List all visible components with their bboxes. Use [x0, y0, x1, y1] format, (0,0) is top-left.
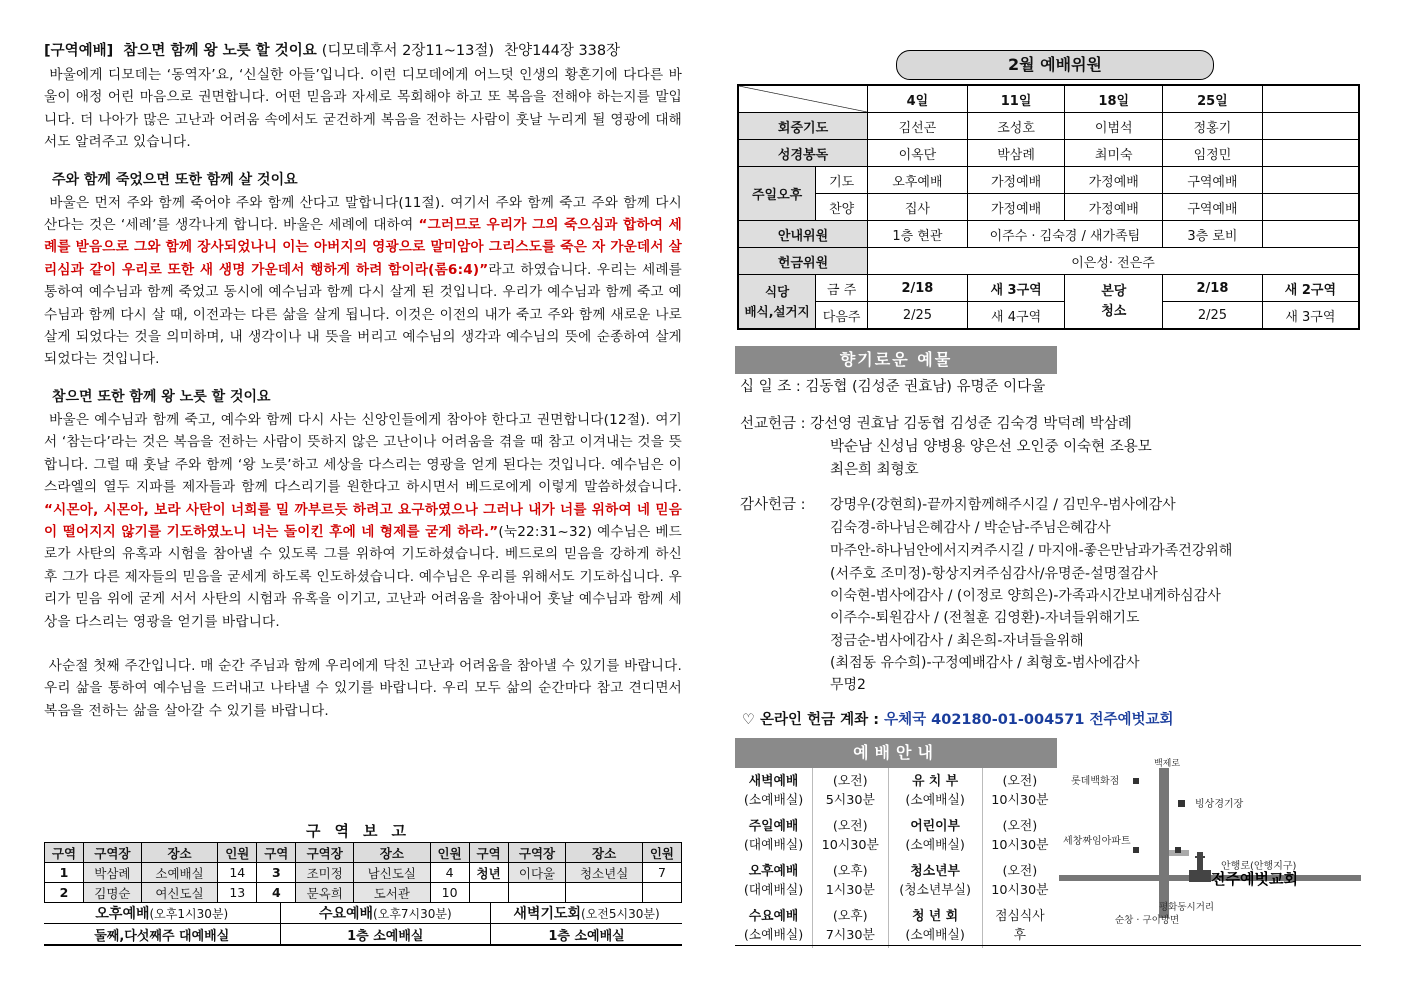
- table-row: [738, 194, 1359, 221]
- table-cell: [469, 883, 508, 903]
- thanks-line: 이주수-퇴원감사 / (전철훈 김영환)-자녀들위해기도: [830, 610, 1140, 626]
- text-span: (오전): [1002, 818, 1038, 834]
- table-cell: 이범석: [1065, 113, 1163, 140]
- text-span: (오후): [832, 908, 868, 924]
- table-cell: 주일오후: [738, 167, 816, 221]
- text-span: 바울은 먼저 주와 함께 죽어야 주와 함께 산다고 말합니다(11절). 여기서 주와 함께 죽고 주와 함께 다시 산다는 것은 ‘세례’를 생각나게 합니다. 바울은 세례에 대하여: [44, 194, 682, 234]
- dawn-service-name: 새벽기도회: [513, 906, 582, 922]
- table-cell: [735, 768, 813, 813]
- header-cell: 장소: [354, 843, 431, 863]
- table-row: [738, 302, 1359, 330]
- thanks-label: 감사헌금 :: [740, 497, 806, 513]
- table-cell: 도서관: [354, 883, 431, 903]
- section-body-2: [44, 409, 682, 633]
- text-span: 10시30분: [991, 837, 1049, 853]
- pm-service-place: 둘째,다섯째주 대예배실: [44, 924, 280, 946]
- table-cell: 김선곤: [868, 113, 968, 140]
- section-body-1: [44, 192, 682, 371]
- table-cell: 최미숙: [1065, 140, 1163, 167]
- text-span: (오전): [1002, 773, 1038, 789]
- sermon-reference: (디모데후서 2장11~13절): [321, 43, 495, 59]
- header-cell: 장소: [141, 843, 218, 863]
- tithe-line: 십 일 조 : 김동협 (김성준 권효남) 유명준 이다울: [740, 379, 1046, 395]
- service-guide-table: [735, 768, 1057, 948]
- table-cell: [1262, 194, 1359, 221]
- text-span: 청 년 회: [912, 908, 959, 924]
- text-span: (소예배실): [743, 792, 804, 808]
- thanks-line: 무명2: [830, 677, 866, 693]
- header-cell: 구역장: [84, 843, 142, 863]
- text-span: 본당: [1101, 283, 1127, 299]
- header-cell: 구역: [469, 843, 508, 863]
- text-span: 10시30분: [991, 882, 1049, 898]
- thanks-line: 마주안-하나님안에서지켜주시길 / 마지애-좋은만남과가족건강위해: [830, 543, 1233, 559]
- header-cell: 인원: [218, 843, 257, 863]
- online-offering: [742, 708, 1174, 729]
- map-label-crossroad: 평화동시거리: [1159, 902, 1215, 913]
- table-cell: [1262, 167, 1359, 194]
- pm-service-name: 오후예배: [95, 906, 150, 922]
- table-cell: [982, 768, 1057, 813]
- wed-service-place: 1층 소예배실: [280, 924, 491, 946]
- table-cell: [735, 858, 813, 903]
- table-row: [738, 167, 1359, 194]
- thanks-line: (최점동 유수희)-구정예배감사 / 최형호-범사에감사: [830, 655, 1140, 671]
- worship-committee-table: [737, 84, 1360, 330]
- table-cell: 김명순: [84, 883, 142, 903]
- text-span: 유 치 부: [912, 773, 959, 789]
- table-cell: 4: [430, 863, 469, 883]
- table-cell: [508, 883, 566, 903]
- thanks-line: 강명우(강현희)-끝까지함께해주시길 / 김민우-범사에감사: [830, 497, 1176, 513]
- table-cell: 구역예배: [1163, 194, 1263, 221]
- header-cell: 인원: [430, 843, 469, 863]
- table-cell: 가정예배: [967, 167, 1065, 194]
- church-location-map: [1059, 752, 1361, 942]
- table-cell: 새 3구역: [967, 275, 1065, 302]
- table-cell: [888, 768, 982, 813]
- sermon-header: [44, 38, 682, 64]
- table-cell: 금 주: [816, 275, 868, 302]
- table-cell: [813, 903, 888, 948]
- text-span: [44, 924, 682, 946]
- text-span: 식당: [765, 283, 790, 299]
- table-cell: [738, 275, 816, 330]
- table-cell: [1262, 85, 1359, 113]
- table-cell: 14: [218, 863, 257, 883]
- report-title: 구역보고: [306, 822, 420, 840]
- text-span: 점심식사: [995, 908, 1045, 924]
- text-span: 청소년부: [910, 863, 960, 879]
- text-span: [44, 903, 682, 924]
- table-row: [738, 113, 1359, 140]
- thanks-line: 이숙현-범사에감사 / (이정로 양희은)-가족과시간보내게하심감사: [830, 588, 1221, 604]
- offerings-band: 향기로운 예물: [735, 346, 1057, 374]
- table-cell: [735, 813, 813, 858]
- table-cell: 2/18: [1163, 275, 1263, 302]
- table-row: [735, 858, 1057, 903]
- table-cell: 2/18: [868, 275, 968, 302]
- text-span: (대예배실): [743, 837, 804, 853]
- table-header-row: [45, 843, 682, 863]
- table-cell: 회중기도: [738, 113, 868, 140]
- worship-committee-title: 2월 예배위원: [896, 50, 1214, 80]
- text-span: 후: [1013, 927, 1027, 943]
- table-cell: 이주수 · 김숙경 / 새가족팀: [967, 221, 1162, 248]
- table-cell: [813, 813, 888, 858]
- table-cell: [1262, 113, 1359, 140]
- table-cell: 조미정: [296, 863, 354, 883]
- text-span: 새벽예배: [748, 773, 799, 789]
- text-span: 10시30분: [821, 837, 879, 853]
- table-cell: 3: [257, 863, 296, 883]
- map-label-lotte: 롯데백화점: [1071, 776, 1120, 787]
- table-cell: 2: [45, 883, 84, 903]
- text-span: (소예배실): [743, 927, 804, 943]
- table-cell: 18일: [1065, 85, 1163, 113]
- wed-service-name: 수요예배: [318, 906, 374, 922]
- table-cell: [888, 813, 982, 858]
- text-span: (오전): [1002, 863, 1038, 879]
- table-cell: [566, 883, 643, 903]
- text-span: (눅22:31~32) 예수님은 베드로가 사탄의 유혹과 시험을 참아낼 수 있도록 그를 위하여 기도하셨습니다. 베드로의 믿음을 강하게 하신 후 그가 다른 제자들의 믿음을 굳세게 하도록 인도하셨습니다. 예수님은 우리를 위해서도 기도하십니다. 우리가 믿음 위에 굳게 서서 사탄의 시험과 유혹을 이기고, 고난과 어려움을 참아내어 훗날 예수님과 함께 세상을 다스리는 영광을 얻기를 바랍니다.: [44, 523, 682, 630]
- table-cell: 4일: [868, 85, 968, 113]
- scripture-quote-1: “그러므로 우리가 그의 죽으심과 합하여 세례를 받음으로 그와 함께 장사되었나니 이는 아버지의 영광으로 말미암아 그리스도를 죽은 자 가운데서 살리심과 같이 우리로 또한 새 생명 가운데서 행하게 하려 함이라(롬6:4)”: [44, 217, 683, 278]
- table-cell: 소예배실: [141, 863, 218, 883]
- text-span: 어린이부: [910, 818, 960, 834]
- table-row: [45, 863, 682, 883]
- sermon-intro: [44, 64, 682, 154]
- table-cell: 가정예배: [967, 194, 1065, 221]
- text-span: 7시30분: [825, 927, 875, 943]
- table-cell: 1: [45, 863, 84, 883]
- sermon-closing: [44, 655, 682, 722]
- table-cell: [813, 858, 888, 903]
- church-icon: [1189, 852, 1211, 882]
- text-span: 배식,설거지: [744, 303, 810, 319]
- text-span: (오전): [832, 818, 868, 834]
- table-row: [735, 768, 1057, 813]
- table-cell: 7: [642, 863, 681, 883]
- table-cell: 찬양: [816, 194, 868, 221]
- table-cell: 기도: [816, 167, 868, 194]
- table-cell: 이은성· 전은주: [868, 248, 1359, 275]
- table-cell: 10: [430, 883, 469, 903]
- table-cell: 3층 로비: [1163, 221, 1263, 248]
- table-cell: [1262, 140, 1359, 167]
- header-cell: 장소: [566, 843, 643, 863]
- table-row: [735, 903, 1057, 948]
- text-span: 5시30분: [825, 792, 875, 808]
- sermon-column: [44, 38, 682, 722]
- table-cell: 여신도실: [141, 883, 218, 903]
- text-span: (대예배실): [743, 882, 804, 898]
- table-row: [738, 140, 1359, 167]
- table-cell: 13: [218, 883, 257, 903]
- table-cell: 이다울: [508, 863, 566, 883]
- table-row: [738, 248, 1359, 275]
- text-span: (소예배실): [905, 792, 965, 808]
- text-span: 주일예배: [748, 818, 799, 834]
- table-cell: 문옥희: [296, 883, 354, 903]
- dawn-service-place: 1층 소예배실: [491, 924, 682, 946]
- map-label-church: 전주예벗교회: [1211, 870, 1298, 888]
- table-cell: 25일: [1163, 85, 1263, 113]
- header-cell: 구역: [257, 843, 296, 863]
- text-span: 청소: [1101, 303, 1127, 319]
- mission-line-1: 선교헌금 : 강선영 권효남 김동협 김성준 김숙경 박덕례 박삼례: [740, 416, 1132, 432]
- text-span: 오후예배: [748, 863, 799, 879]
- table-cell: 집사: [868, 194, 968, 221]
- table-cell: [888, 858, 982, 903]
- map-label-bottom: 순창 · 구이방면: [1115, 915, 1180, 926]
- table-cell: 2/25: [1163, 302, 1263, 330]
- text-span: 수요예배: [748, 908, 799, 924]
- table-cell: [735, 903, 813, 948]
- table-cell: [982, 813, 1057, 858]
- sermon-title: 참으면 함께 왕 노릇 할 것이요: [123, 43, 317, 59]
- weekly-services-table: [44, 903, 682, 946]
- map-label-baekje: 백제로: [1153, 759, 1181, 769]
- table-row: [735, 813, 1057, 858]
- table-cell: 이옥단: [868, 140, 968, 167]
- text-span: (오전): [832, 773, 868, 789]
- bottom-rule: [735, 945, 1361, 946]
- map-label-apt: 세창짜임아파트: [1063, 836, 1131, 847]
- table-cell: 청소년실: [566, 863, 643, 883]
- table-cell: 새 3구역: [1262, 302, 1359, 330]
- header-cell: 구역장: [508, 843, 566, 863]
- district-report-table: [44, 842, 682, 903]
- text-span: 10시30분: [991, 792, 1049, 808]
- sermon-hymns: 찬양144장 338장: [504, 43, 621, 59]
- online-offering-label: ♡ 온라인 헌금 계좌 :: [742, 712, 885, 728]
- table-cell: 1층 현관: [868, 221, 968, 248]
- text-span: (오후): [832, 863, 868, 879]
- map-label-anhaeng: 안행로(안행지구): [1221, 861, 1297, 872]
- table-cell: [888, 903, 982, 948]
- table-cell: 안내위원: [738, 221, 868, 248]
- section-heading-2: 참으면 또한 함께 왕 노릇 할 것이요: [52, 388, 271, 405]
- table-cell: 임정민: [1163, 140, 1263, 167]
- table-cell: 성경봉독: [738, 140, 868, 167]
- online-offering-account: 우체국 402180-01-004571 전주예벗교회: [884, 712, 1174, 728]
- table-cell: 2/25: [868, 302, 968, 330]
- table-cell: [982, 903, 1057, 948]
- table-cell: [1065, 275, 1163, 330]
- table-row: [738, 275, 1359, 302]
- mission-line-3: 최은희 최형호: [830, 462, 919, 478]
- table-cell: [1262, 221, 1359, 248]
- text-span: 사순절 첫째 주간입니다. 매 순간 주님과 함께 우리에게 닥친 고난과 어려움을 참아낼 수 있기를 바랍니다. 우리 삶을 통하여 예수님을 드러내고 나타낼 수 있기를 바랍니다. 우리 모두 삶의 순간마다 참고 견디면서 복음을 전하는 삶을 살아갈 수 있기를 바랍니다.: [44, 657, 682, 719]
- thanks-line: (서주호 조미정)-항상지켜주심감사/유명준-설명절감사: [830, 566, 1158, 582]
- text-span: (소예배실): [905, 927, 965, 943]
- table-cell: 조성호: [967, 113, 1065, 140]
- table-cell: 오후예배(오후1시30분): [44, 903, 280, 924]
- scripture-quote-2: “시몬아, 시몬아, 보라 사탄이 너희를 밀 까부르듯 하려고 요구하였으나 그러나 내가 너를 위하여 네 믿음이 떨어지지 않기를 기도하였노니 너는 돌이킨 후에 네 형제를 굳게 하라.”: [44, 501, 682, 540]
- table-cell: 오후예배: [868, 167, 968, 194]
- sermon-tag: [구역예배]: [44, 43, 114, 59]
- table-cell: [813, 768, 888, 813]
- table-cell: 수요예배(오후7시30분): [280, 903, 491, 924]
- text-span: 1시30분: [825, 882, 875, 898]
- table-cell: [982, 858, 1057, 903]
- table-cell: 새벽기도회(오전5시30분): [491, 903, 682, 924]
- table-cell: [642, 883, 681, 903]
- table-row: [45, 883, 682, 903]
- mission-line-2: 박순남 신성님 양병용 양은선 오인중 이숙현 조용모: [830, 439, 1152, 455]
- table-cell: 구역예배: [1163, 167, 1263, 194]
- text-span: (소예배실): [905, 837, 965, 853]
- header-cell: 구역: [45, 843, 84, 863]
- table-cell: 가정예배: [1065, 194, 1163, 221]
- table-cell: 정홍기: [1163, 113, 1263, 140]
- table-header-row: [738, 85, 1359, 113]
- text-span: 바울은 예수님과 함께 죽고, 예수와 함께 다시 사는 신앙인들에게 참아야 한다고 권면합니다(12절). 여기서 ‘참는다’라는 것은 복음을 전하는 사람이 뜻하지 않은 고난이나 어려움을 겪을 때 참고 이겨내는 것을 뜻합니다. 그럴 때 훗날 주와 함께 ‘왕 노릇’하고 세상을 다스리는 영광을 얻게 된다는 것입니다. 예수님은 이스라엘의 열두 지파를 제자들과 함께 다스리기를 원한다고 하시면서 베드로에게 이렇게 말씀하셨습니다.: [44, 411, 682, 496]
- thanks-line: 정금순-범사에감사 / 최은희-자녀들을위해: [830, 633, 1084, 649]
- table-cell: 새 2구역: [1262, 275, 1359, 302]
- section-heading-1: 주와 함께 죽었으면 또한 함께 살 것이요: [52, 171, 298, 188]
- table-cell: 가정예배: [1065, 167, 1163, 194]
- thanks-line: 김숙경-하나님은혜감사 / 박순남-주님은혜감사: [830, 520, 1111, 536]
- table-cell: 청년: [469, 863, 508, 883]
- table-cell: 박삼례: [967, 140, 1065, 167]
- table-cell: 11일: [967, 85, 1065, 113]
- table-row: [738, 221, 1359, 248]
- table-cell: [738, 85, 868, 113]
- table-cell: 박삼례: [84, 863, 142, 883]
- table-cell: 새 4구역: [967, 302, 1065, 330]
- table-cell: 다음주: [816, 302, 868, 330]
- text-span: 라고 하였습니다. 우리는 세례를 통하여 예수님과 함께 죽었고 동시에 예수님과 함께 다시 살게 된 것입니다. 우리가 예수님과 함께 죽고 예수님과 함께 다시 살 때, 이전과는 다른 삶을 살게 됩니다. 이것은 이전의 내가 죽고 주와 함께 새로운 나로 살게 되었다는 것을 의미하며, 내 생각이나 내 뜻을 버리고 예수님의 생각과 예수님의 뜻에 순종하여 살게 되었다는 것입니다.: [44, 261, 682, 368]
- table-cell: 4: [257, 883, 296, 903]
- header-cell: 인원: [642, 843, 681, 863]
- text-span: (청소년부실): [899, 882, 971, 898]
- map-label-rink: 빙상경기장: [1195, 799, 1244, 810]
- table-cell: 남신도실: [354, 863, 431, 883]
- guide-band: 예배안내: [735, 738, 1057, 768]
- header-cell: 구역장: [296, 843, 354, 863]
- text-span: 바울에게 디모데는 ‘동역자’요, ‘신실한 아들’입니다. 이런 디모데에게 어느덧 인생의 황혼기에 다다른 바울이 애정 어린 마음으로 권면합니다. 어떤 믿음과 자세로 목회해야 하고 또 복음을 전해야 하는지를 말입니다. 더 나아가 많은 고난과 어려움 속에서도 굳건하게 복음을 전하는 사람이 훗날 누리게 될 영광에 대해서도 알려주고 있습니다.: [44, 67, 682, 151]
- table-cell: 헌금위원: [738, 248, 868, 275]
